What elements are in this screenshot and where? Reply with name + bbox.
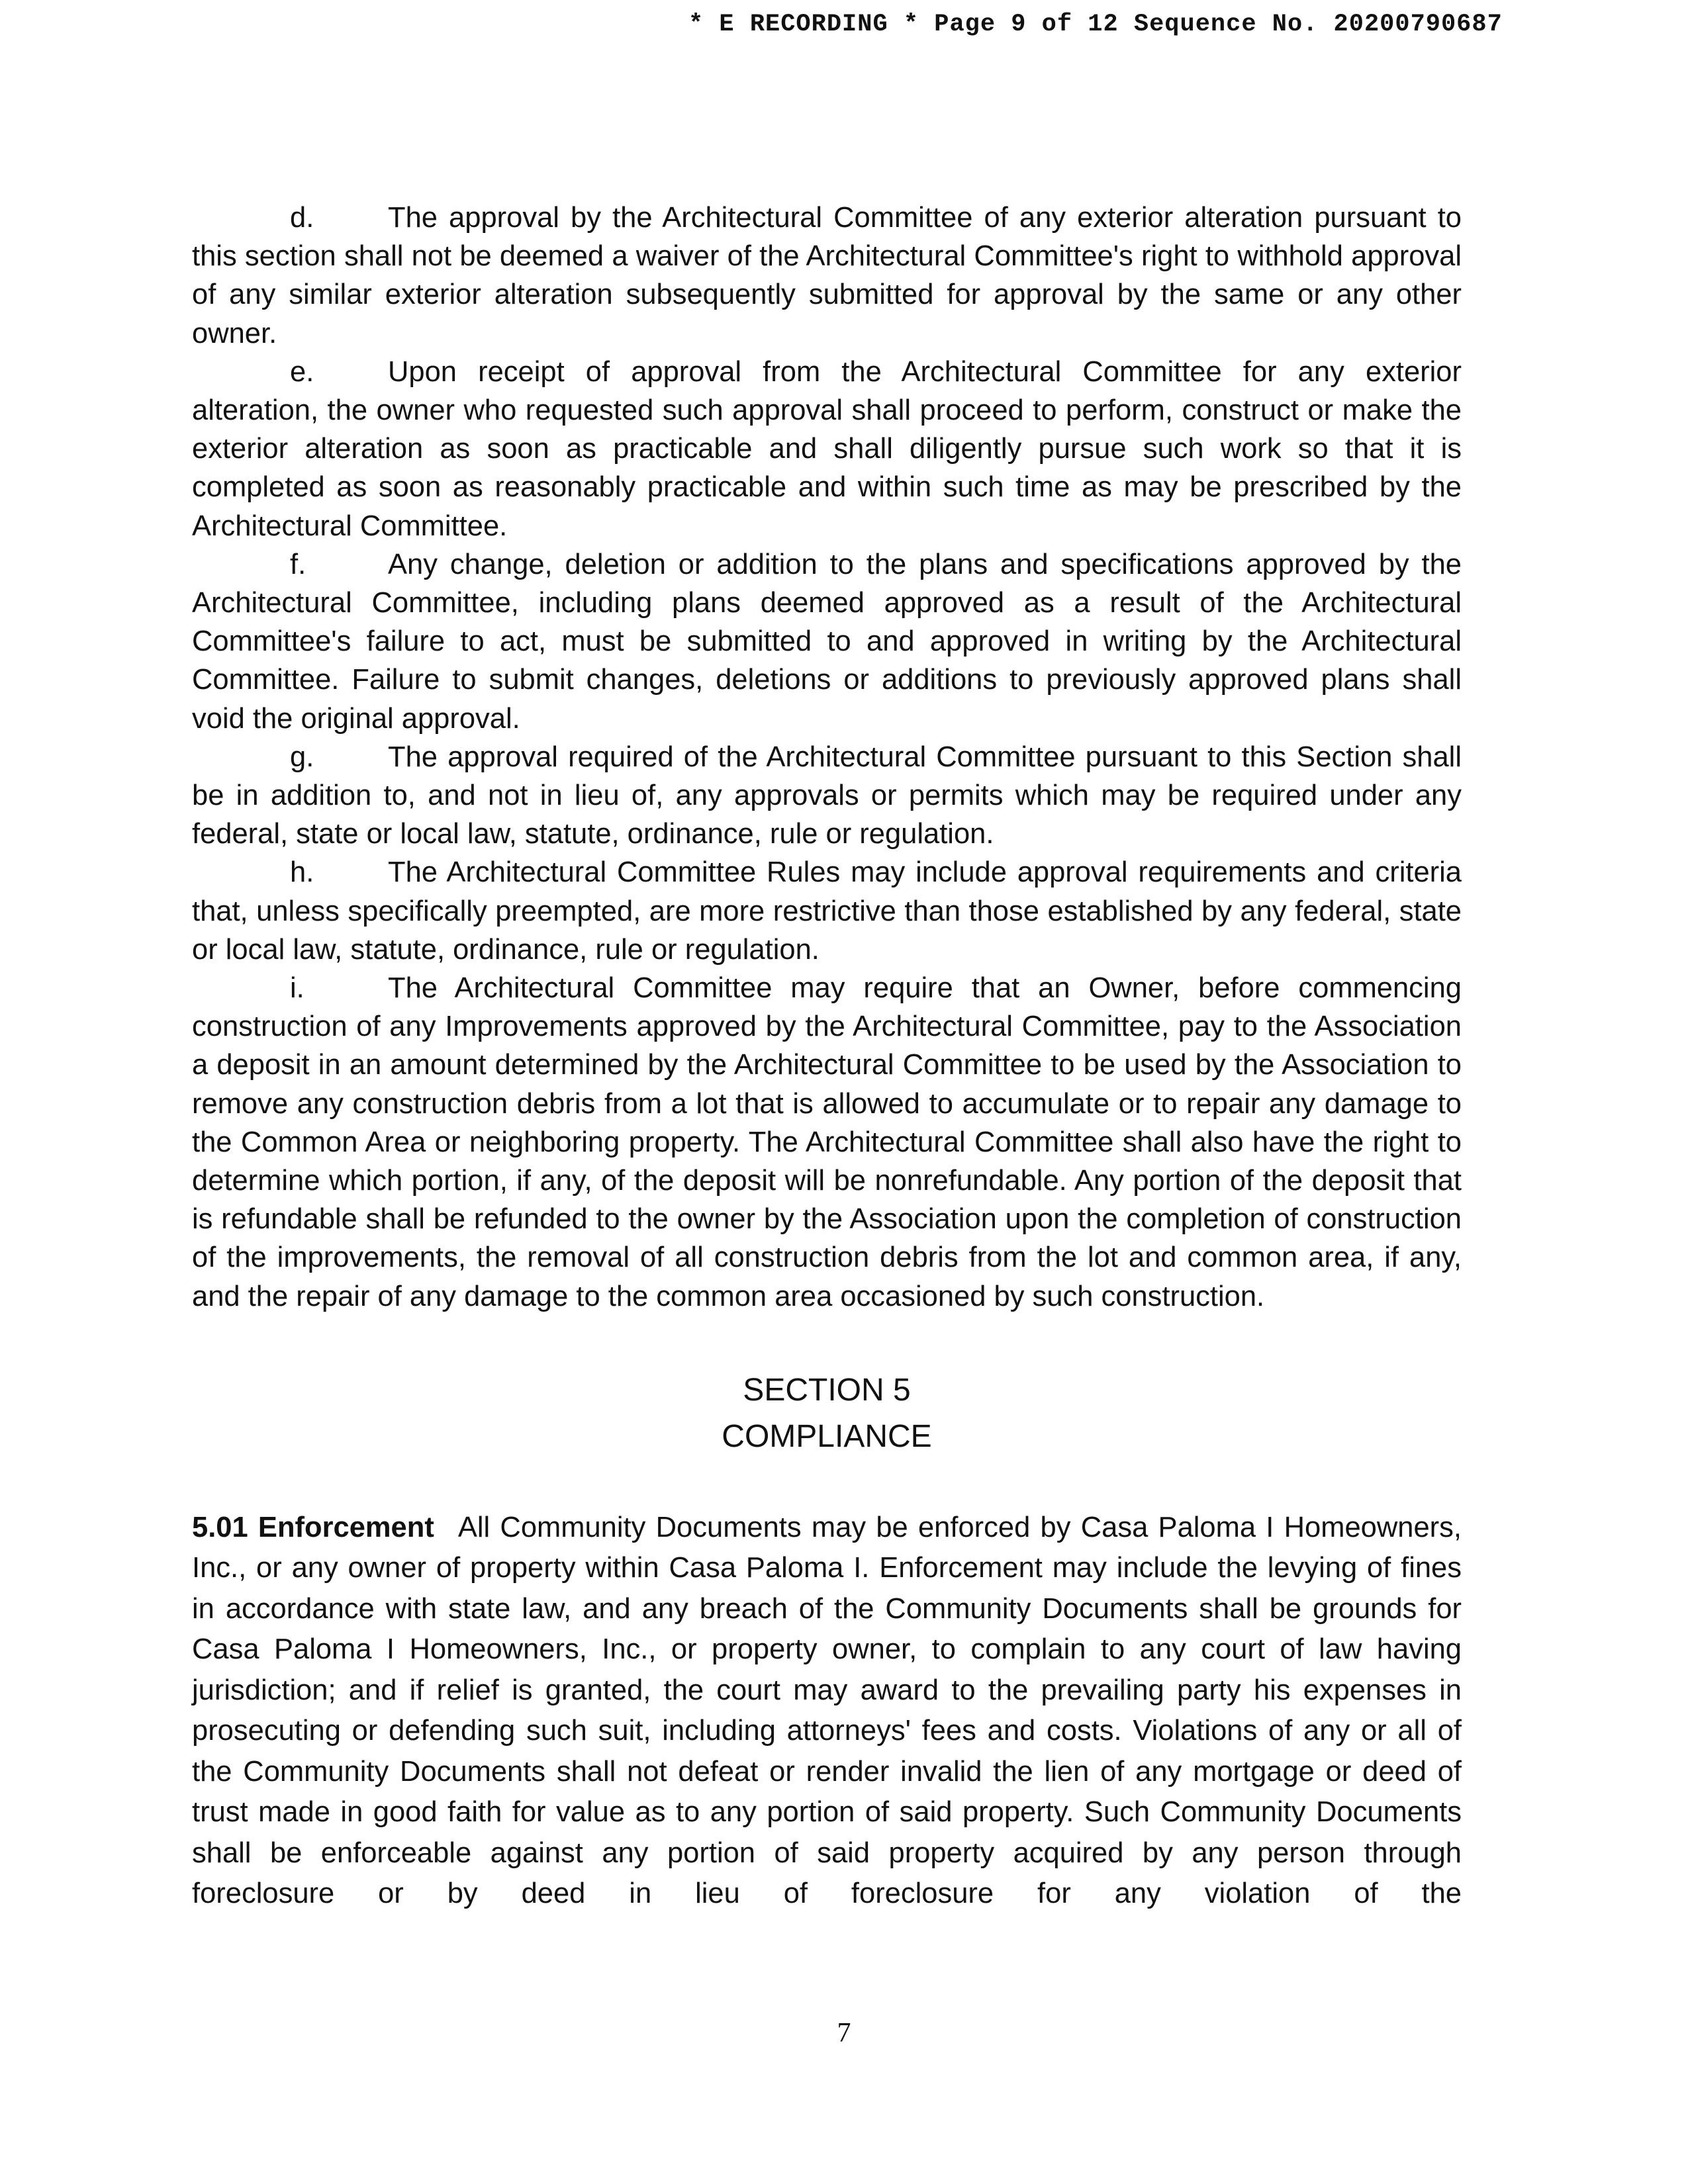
paragraph-text: Any change, deletion or addition to the plans and specifications approved by the Architectural Committee, including plans deemed approved as a result of the Architectural Committee's failure to act, must be submitted to and approved in writing by the Architectural Committee. Failure to submit changes, deletions or additions to previously approved plans shall void the original approval. [192,548,1462,735]
paragraph-f [192,545,1462,738]
paragraph-e [192,353,1462,545]
section-number: SECTION 5 [743,1372,911,1408]
page-number: 7 [837,2018,851,2048]
paragraph-text: The Architectural Committee Rules may include approval requirements and criteria that, unless specifically preempted, are more restrictive than those established by any federal, state or local law, statute, ordinance, rule or regulation. [192,856,1462,966]
recording-header: * E RECORDING * Page 9 of 12 Sequence No. 20200790687 [688,11,1503,38]
subsection-enforcement [192,1508,1462,1915]
section-title: COMPLIANCE [722,1418,932,1454]
paragraph-text: The approval by the Architectural Committee of any exterior alteration pursuant to this section shall not be deemed a waiver of the Architectural Committee's right to withhold approval of any similar exterior alteration subsequently submitted for approval by the same or any other owner. [192,202,1462,349]
paragraph-g [192,738,1462,854]
subsection-text: All Community Documents may be enforced by Casa Paloma I Homeowners, Inc., or any owner of property within Casa Paloma I. Enforcement may include the levying of fines in accordance with state law, and any breach of the Community Documents shall be grounds for Casa Paloma I Homeowners, Inc., or property owner, to complain to any court of law having jurisdiction; and if relief is granted, the court may award to the prevailing party his expenses in prosecuting or defending such suit, including attorneys' fees and costs. Violations of any or all of the Community Documents shall not defeat or render invalid the lien of any mortgage or deed of trust made in good faith for value as to any portion of said property. Such Community Documents shall be enforceable against any portion of said property acquired by any person through foreclosure or by deed in lieu of foreclosure for any violation of the [192,1511,1462,1910]
subsection-title: 5.01 Enforcement [192,1511,434,1543]
paragraph-letter: f. [290,548,306,580]
paragraph-i [192,969,1462,1316]
paragraph-text: The Architectural Committee may require that an Owner, before commencing construction of any Improvements approved by the Architectural Committee, pay to the Association a deposit in an amount determined by the Architectural Committee to be used by the Association to remove any construction debris from a lot that is allowed to accumulate or to repair any damage to the Common Area or neighboring property. The Architectural Committee shall also have the right to determine which portion, if any, of the deposit will be nonrefundable. Any portion of the deposit that is refundable shall be refunded to the owner by the Association upon the completion of construction of the improvements, the removal of all construction debris from the lot and common area, if any, and the repair of any damage to the common area occasioned by such construction. [192,972,1462,1312]
paragraph-d [192,199,1462,353]
paragraph-letter: e. [290,355,314,388]
paragraph-letter: h. [290,856,314,889]
paragraph-h [192,853,1462,969]
paragraph-letter: d. [290,202,314,234]
document-body [192,199,1462,1915]
paragraph-letter: g. [290,741,314,773]
paragraph-text: The approval required of the Architectural Committee pursuant to this Section shall be in addition to, and not in lieu of, any approvals or permits which may be required under any federal, state or local law, statute, ordinance, rule or regulation. [192,741,1462,850]
paragraph-text: Upon receipt of approval from the Architectural Committee for any exterior alteration, the owner who requested such approval shall proceed to perform, construct or make the exterior alteration as soon as practicable and shall diligently pursue such work so that it is completed as soon as reasonably practicable and within such time as may be prescribed by the Architectural Committee. [192,355,1462,542]
section-heading [192,1367,1462,1460]
paragraph-letter: i. [290,972,305,1005]
